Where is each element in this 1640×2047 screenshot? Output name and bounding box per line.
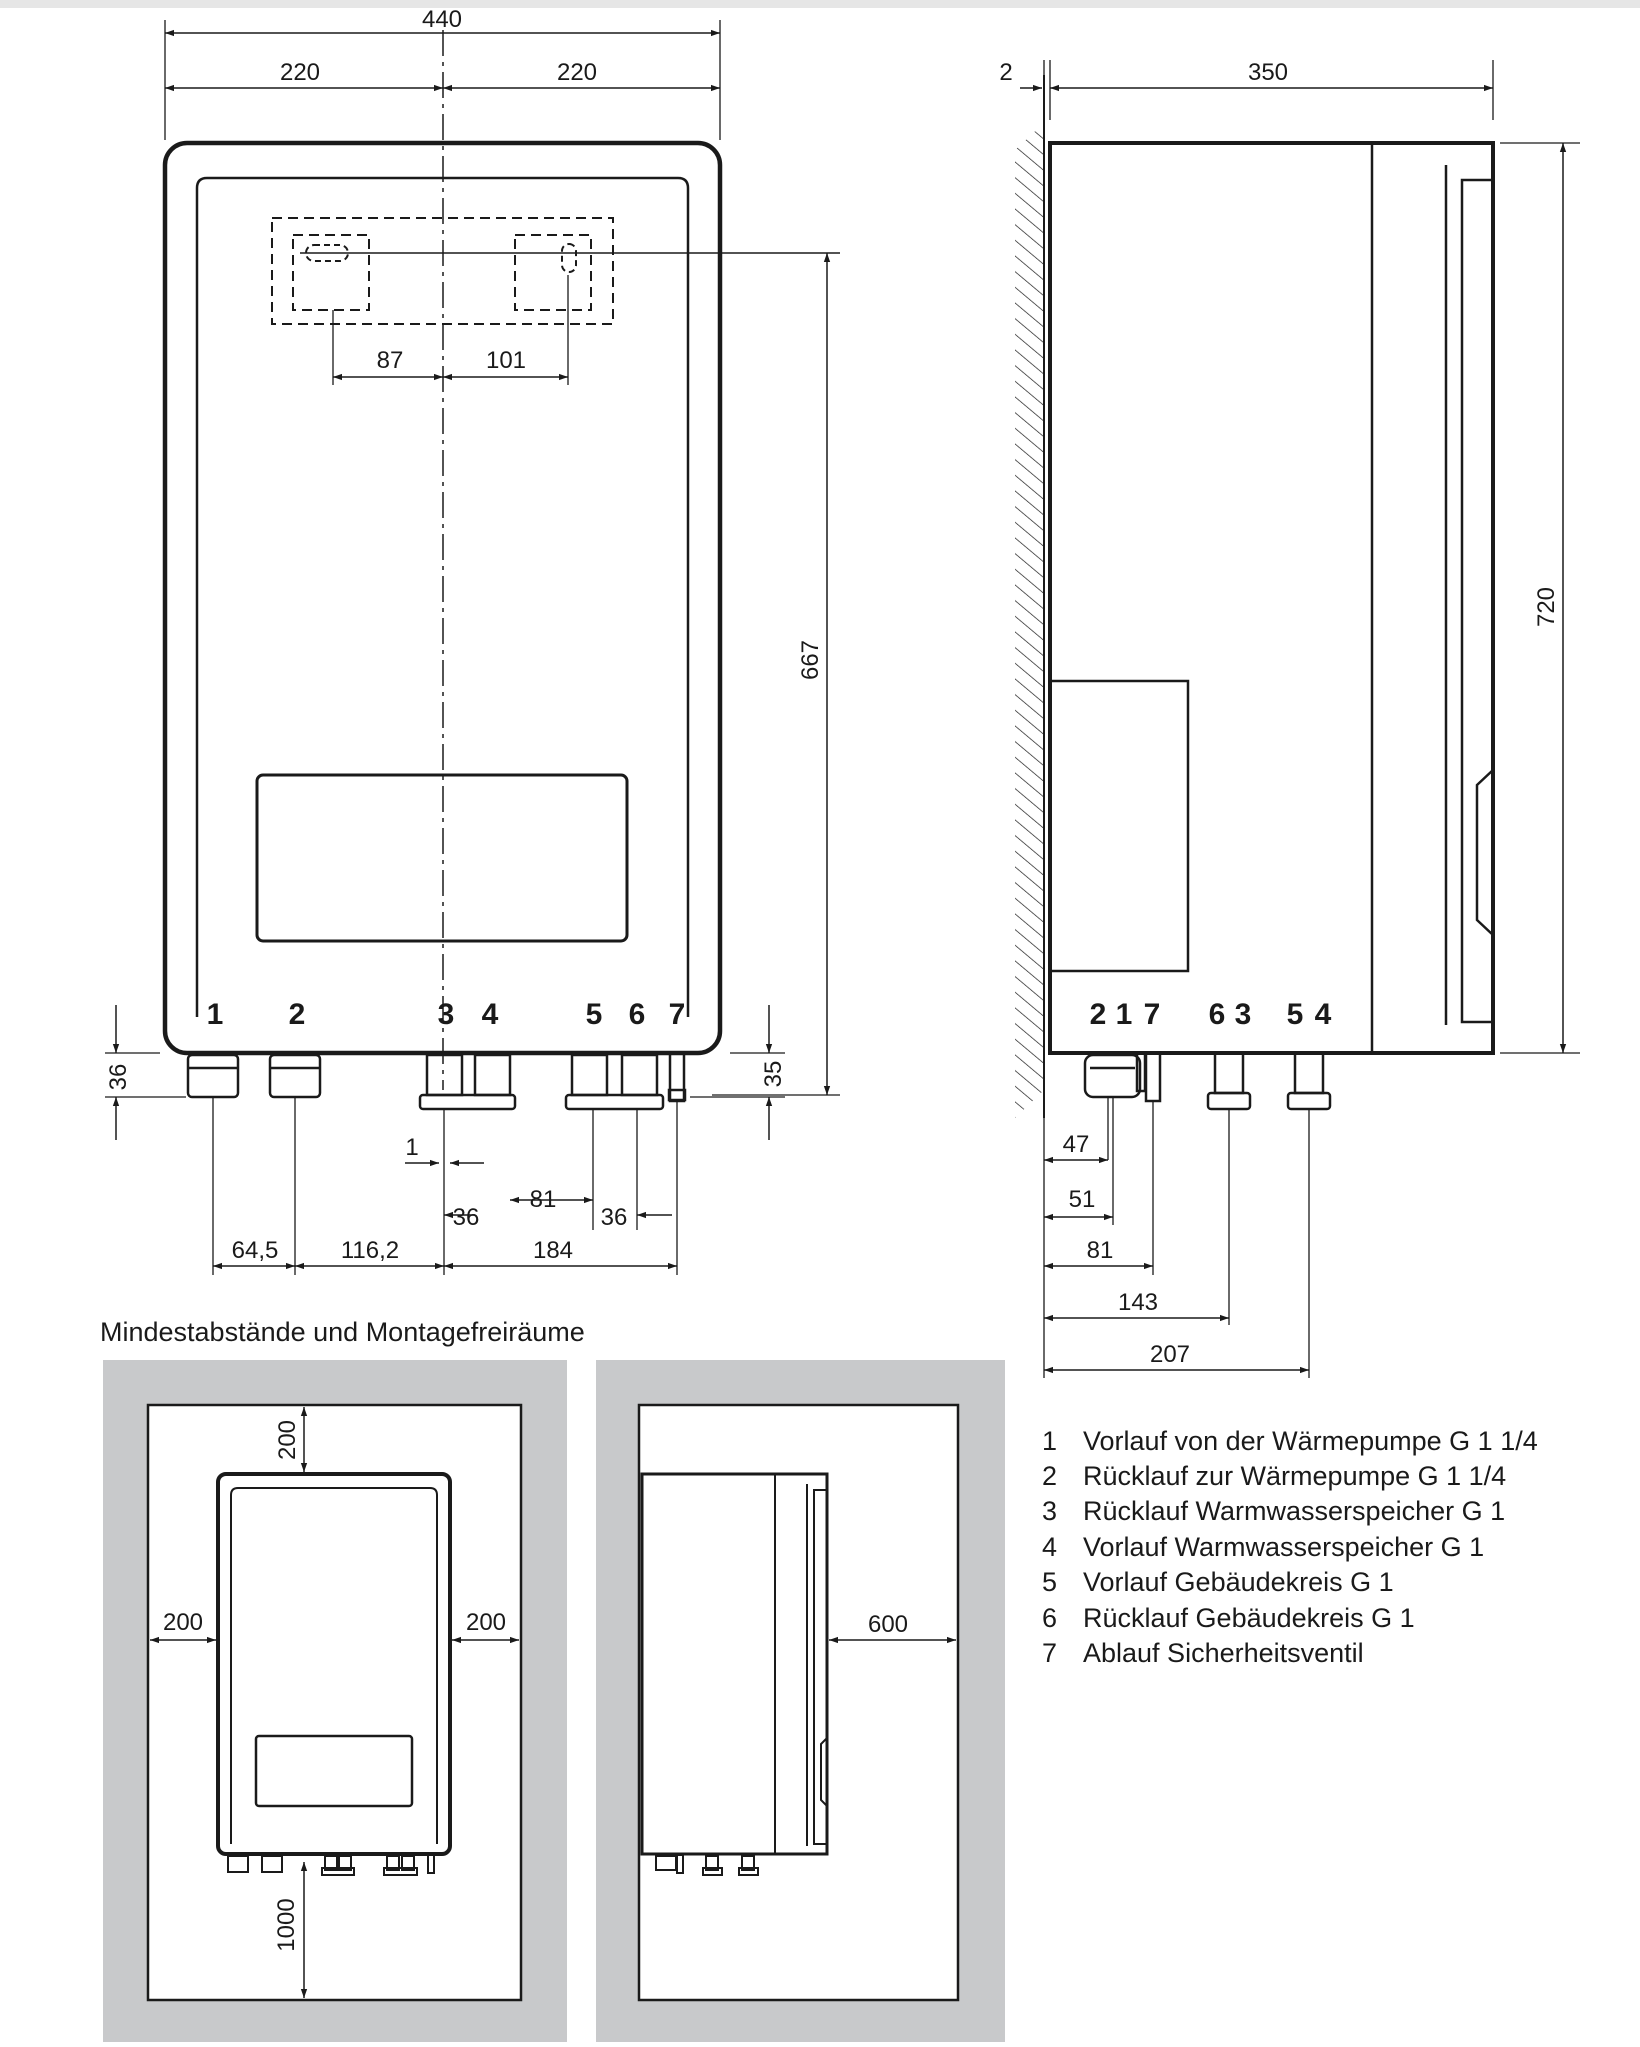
dim-184: 184 [532, 1237, 574, 1264]
dim-207: 207 [1149, 1341, 1191, 1368]
legend-item-2-text: Rücklauf zur Wärmepumpe G 1 1/4 [1083, 1461, 1507, 1491]
dim-width-right: 220 [556, 59, 598, 86]
front-clearance-panel [103, 1360, 567, 2042]
connection-3-label: 3 [437, 998, 455, 1031]
dim-64-5: 64,5 [231, 1237, 279, 1264]
front-labels [105, 6, 824, 1264]
dim-47: 47 [1062, 1131, 1090, 1158]
front-extension-lines [105, 20, 840, 1275]
side-connection-6-label: 6 [1208, 998, 1226, 1031]
side-labels [999, 59, 1560, 1368]
side-clearance-panel [596, 1360, 1005, 2042]
clearance-front: 600 [867, 1611, 909, 1638]
clearance-left: 200 [162, 1609, 204, 1636]
front-connection-stubs [188, 1053, 685, 1109]
legend-item-7-number: 7 [1042, 1638, 1058, 1668]
front-display [257, 775, 627, 941]
side-connection-1-label: 1 [1115, 998, 1133, 1031]
legend-item-5-text: Vorlauf Gebäudekreis G 1 [1083, 1567, 1394, 1597]
dim-width-total: 440 [421, 6, 463, 33]
dim-51: 51 [1068, 1186, 1096, 1213]
dim-wall-gap: 2 [999, 59, 1013, 86]
wall-hatching [1015, 123, 1044, 1118]
legend-item-1-text: Vorlauf von der Wärmepumpe G 1 1/4 [1083, 1426, 1538, 1456]
dim-stub-36: 36 [105, 1063, 132, 1091]
side-connection-4-label: 4 [1314, 998, 1332, 1031]
side-connection-5-label: 5 [1286, 998, 1304, 1031]
side-view [1015, 60, 1580, 1378]
legend-item-6-text: Rücklauf Gebäudekreis G 1 [1083, 1603, 1415, 1633]
clearance-top: 200 [274, 1419, 301, 1461]
dim-81-side: 81 [1086, 1237, 1114, 1264]
legend-item-1-number: 1 [1042, 1426, 1058, 1456]
top-strip [0, 0, 1640, 8]
side-extension-lines [1044, 60, 1580, 1378]
legend-item-3-text: Rücklauf Warmwasserspeicher G 1 [1083, 1496, 1506, 1526]
side-connection-7-label: 7 [1143, 998, 1161, 1031]
legend-item-2-number: 2 [1042, 1461, 1058, 1491]
legend-item-7-text: Ablauf Sicherheitsventil [1083, 1638, 1364, 1668]
connection-1-label: 1 [206, 998, 224, 1031]
legend [1042, 1426, 1538, 1668]
dim-bracket-left: 87 [376, 347, 404, 374]
legend-item-4-number: 4 [1042, 1532, 1058, 1562]
side-dimension-lines [1020, 88, 1563, 1370]
legend-item-3-number: 3 [1042, 1496, 1058, 1526]
clearance-right: 200 [465, 1609, 507, 1636]
dim-width-left: 220 [279, 59, 321, 86]
dim-height-667: 667 [797, 639, 824, 681]
dim-depth: 350 [1247, 59, 1289, 86]
clearance-bottom: 1000 [273, 1898, 300, 1952]
side-connection-stubs [1085, 1053, 1330, 1109]
side-housing [1050, 143, 1493, 1053]
connection-5-label: 5 [585, 998, 603, 1031]
dim-1: 1 [405, 1134, 419, 1161]
side-connection-2-label: 2 [1089, 998, 1107, 1031]
dim-81: 81 [529, 1186, 557, 1213]
dim-36b: 36 [600, 1204, 628, 1231]
clearance-title: Mindestabstände und Montagefreiräume [100, 1317, 585, 1347]
legend-item-4-text: Vorlauf Warmwasserspeicher G 1 [1083, 1532, 1485, 1562]
legend-item-6-number: 6 [1042, 1603, 1058, 1633]
connection-2-label: 2 [288, 998, 306, 1031]
connection-6-label: 6 [628, 998, 646, 1031]
dim-stub-35: 35 [760, 1060, 787, 1088]
legend-item-5-number: 5 [1042, 1567, 1058, 1597]
dim-height-720: 720 [1533, 586, 1560, 628]
dim-116-2: 116,2 [340, 1237, 400, 1264]
side-connection-3-label: 3 [1234, 998, 1252, 1031]
dim-bracket-right: 101 [485, 347, 527, 374]
connection-4-label: 4 [481, 998, 499, 1031]
dim-36a: 36 [452, 1204, 480, 1231]
connection-7-label: 7 [668, 998, 686, 1031]
front-view [105, 20, 840, 1275]
dim-143: 143 [1117, 1289, 1159, 1316]
